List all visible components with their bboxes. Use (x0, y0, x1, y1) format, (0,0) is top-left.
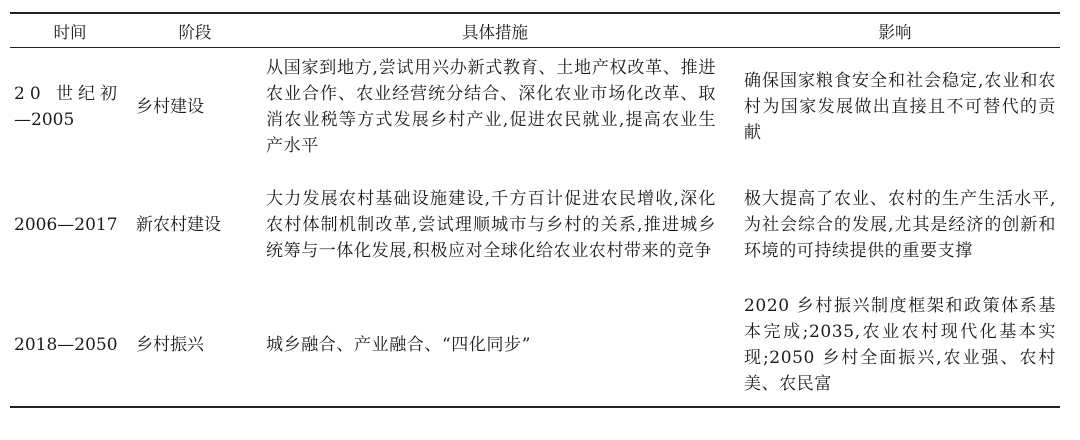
rural-development-stages-table (10, 12, 1060, 408)
cell-impact: 2020 乡村振兴制度框架和政策体系基本完成;2035,农业农村现代化基本实现;2050 乡村全面振兴,农业强、农村美、农民富 (744, 296, 1056, 394)
header-time: 时间 (53, 22, 87, 42)
cell-time: 2018—2050 (14, 335, 118, 355)
cell-time: 2006—2017 (14, 215, 118, 235)
cell-measures: 城乡融合、产业融合、“四化同步” (266, 335, 531, 355)
table-row (10, 48, 1060, 167)
header-stage: 阶段 (178, 22, 212, 42)
time-line-2: —2005 (14, 110, 75, 130)
cell-stage: 乡村振兴 (136, 335, 204, 355)
cell-stage: 乡村建设 (136, 97, 204, 117)
table-header-row (10, 13, 1060, 48)
cell-impact: 极大提高了农业、农村的生产生活水平,为社会综合的发展,尤其是经济的创新和环境的可持续提供的重要支撑 (744, 189, 1056, 261)
cell-measures: 从国家到地方,尝试用兴办新式教育、土地产权改革、推进农业合作、农业经营统分结合、深化农业市场化改革、取消农业税等方式发展乡村产业,促进农民就业,提高农业生产水平 (266, 58, 716, 156)
time-line-1: 20 世纪初 (14, 84, 123, 104)
cell-measures: 大力发展农村基础设施建设,千方百计促进农民增收,深化农村体制机制改革,尝试理顺城市与乡村的关系,推进城乡统筹与一体化发展,积极应对全球化给农业农村带来的竞争 (266, 189, 717, 261)
cell-stage: 新农村建设 (136, 215, 221, 235)
cell-time (10, 48, 130, 167)
header-measures: 具体措施 (462, 22, 528, 42)
table-row (10, 284, 1060, 407)
cell-impact: 确保国家粮食安全和社会稳定,农业和农村为国家发展做出直接且不可替代的贡献 (744, 71, 1056, 143)
header-impact: 影响 (878, 22, 912, 42)
table-row (10, 166, 1060, 284)
